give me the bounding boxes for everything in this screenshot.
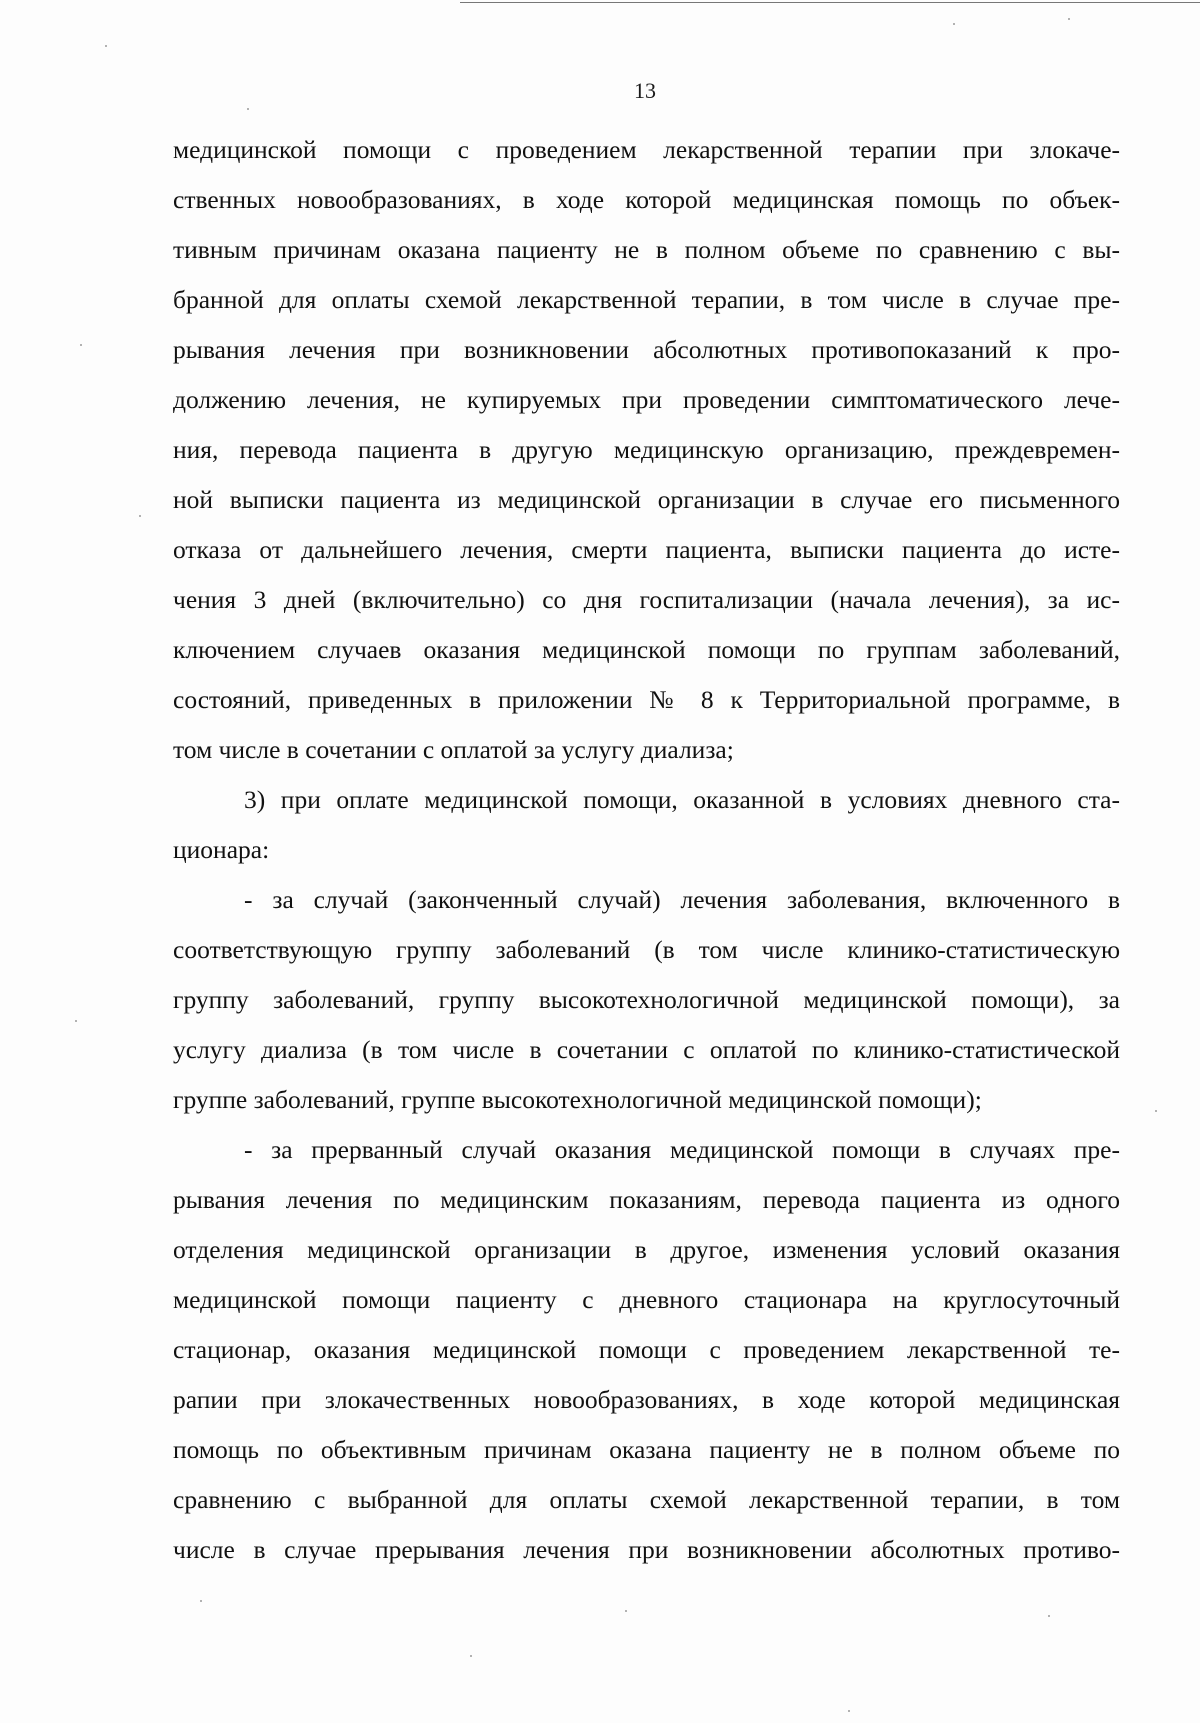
top-border-line (460, 2, 1200, 3)
scan-speck (247, 108, 249, 110)
text-line: ной выписки пациента из медицинской организации в случае его письменного (173, 485, 1120, 514)
text-line: 3) при оплате медицинской помощи, оказанной в условиях дневного ста- (244, 785, 1120, 814)
document-body (173, 125, 1120, 1575)
text-line: стационар, оказания медицинской помощи с проведением лекарственной те- (173, 1335, 1120, 1364)
text-line: - за случай (законченный случай) лечения заболевания, включенного в (244, 885, 1120, 914)
scan-speck (953, 23, 955, 25)
scan-speck (75, 1020, 77, 1022)
scan-speck (1068, 18, 1070, 20)
text-line: состояний, приведенных в приложении № 8 к Территориальной программе, в (173, 685, 1120, 714)
text-line: медицинской помощи пациенту с дневного стационара на круглосуточный (173, 1285, 1120, 1314)
scan-speck (1155, 1110, 1157, 1112)
text-line: рывания лечения при возникновении абсолютных противопоказаний к про- (173, 335, 1120, 364)
text-line: тивным причинам оказана пациенту не в полном объеме по сравнению с вы- (173, 235, 1120, 264)
text-line: ственных новообразованиях, в ходе которой медицинская помощь по объек- (173, 185, 1120, 214)
text-line: ключением случаев оказания медицинской помощи по группам заболеваний, (173, 635, 1120, 664)
text-line: том числе в сочетании с оплатой за услугу диализа; (173, 735, 734, 764)
text-line: помощь по объективным причинам оказана пациенту не в полном объеме по (173, 1435, 1120, 1464)
text-line: чения 3 дней (включительно) со дня госпитализации (начала лечения), за ис- (173, 585, 1120, 614)
text-line: отделения медицинской организации в другое, изменения условий оказания (173, 1235, 1120, 1264)
text-line: ционара: (173, 835, 270, 864)
text-line: числе в случае прерывания лечения при возникновении абсолютных противо- (173, 1535, 1120, 1564)
scan-speck (139, 515, 141, 517)
text-line: услугу диализа (в том числе в сочетании с оплатой по клинико-статистической (173, 1035, 1120, 1064)
text-line: бранной для оплаты схемой лекарственной терапии, в том числе в случае пре- (173, 285, 1120, 314)
text-line: должению лечения, не купируемых при проведении симптоматического лече- (173, 385, 1120, 414)
scan-speck (625, 1610, 627, 1612)
scan-speck (1048, 1615, 1050, 1617)
text-line: - за прерванный случай оказания медицинской помощи в случаях пре- (244, 1135, 1120, 1164)
text-line: группе заболеваний, группе высокотехнологичной медицинской помощи); (173, 1085, 982, 1114)
scan-speck (80, 344, 82, 346)
text-line: отказа от дальнейшего лечения, смерти пациента, выписки пациента до исте- (173, 535, 1120, 564)
text-line: рывания лечения по медицинским показаниям, перевода пациента из одного (173, 1185, 1120, 1214)
scan-speck (105, 45, 107, 47)
text-line: рапии при злокачественных новообразованиях, в ходе которой медицинская (173, 1385, 1120, 1414)
scan-speck (200, 1600, 202, 1602)
scan-speck (848, 1710, 850, 1712)
text-line: соответствующую группу заболеваний (в том числе клинико-статистическую (173, 935, 1120, 964)
text-line: сравнению с выбранной для оплаты схемой лекарственной терапии, в том (173, 1485, 1120, 1514)
scan-speck (470, 1655, 472, 1657)
text-line: медицинской помощи с проведением лекарственной терапии при злокаче- (173, 135, 1120, 164)
text-line: группу заболеваний, группу высокотехнологичной медицинской помощи), за (173, 985, 1120, 1014)
text-line: ния, перевода пациента в другую медицинскую организацию, преждевремен- (173, 435, 1120, 464)
page-number: 13 (634, 78, 656, 103)
